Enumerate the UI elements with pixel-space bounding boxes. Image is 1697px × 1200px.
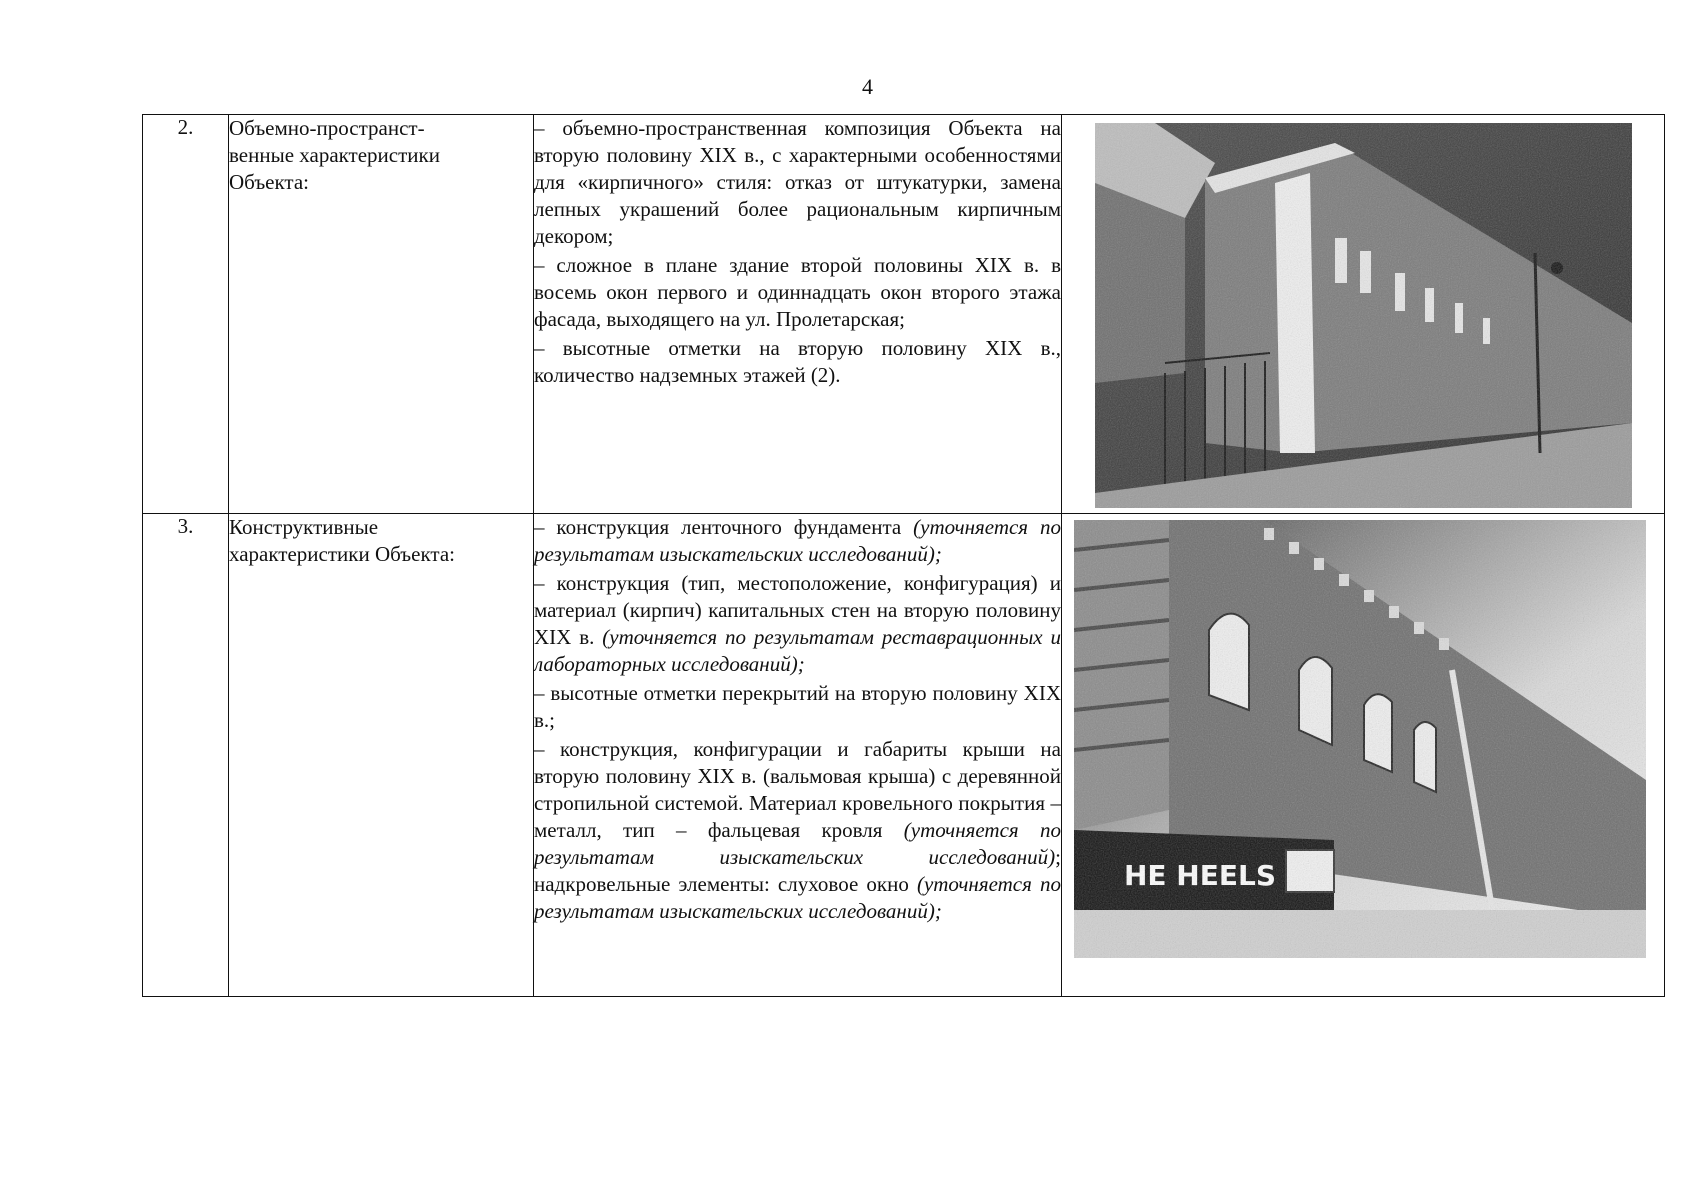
paragraph-text: – конструкция, конфигурации и габариты крыши на вторую половину XIX в. (вальмовая крыша) с деревянной стропильной системой. Материал кровельного покрытия – металл, тип – фальцевая кровля bbox=[534, 737, 1061, 842]
description-paragraph bbox=[534, 680, 1061, 734]
facade-photo bbox=[1074, 520, 1646, 958]
table-row bbox=[143, 514, 1665, 997]
row-label-line: Объекта: bbox=[229, 170, 310, 194]
page-number: 4 bbox=[862, 74, 873, 99]
row-label-line: венные характеристики bbox=[229, 143, 440, 167]
row-label-line: Конструктивные bbox=[229, 515, 379, 539]
row-description bbox=[534, 115, 1062, 514]
row-label bbox=[229, 514, 534, 997]
paragraph-text: – высотные отметки на вторую половину XIX в., количество надземных этажей (2). bbox=[534, 336, 1061, 387]
street-photo bbox=[1095, 123, 1632, 508]
description-paragraph bbox=[534, 736, 1061, 925]
paragraph-text: – высотные отметки перекрытий на вторую половину XIX в.; bbox=[534, 681, 1061, 732]
row-number: 2. bbox=[143, 115, 229, 514]
row-label-line: Объемно-пространст- bbox=[229, 116, 425, 140]
italic-note: (уточняется по результатам реставрационных и лабораторных исследований); bbox=[534, 625, 1061, 676]
description-paragraph bbox=[534, 570, 1061, 678]
row-label-line: характеристики Объекта: bbox=[229, 542, 455, 566]
paragraph-text: – сложное в плане здание второй половины XIX в. в восемь окон первого и одиннадцать окон второго этажа фасада, выходящего на ул. Пролетарская; bbox=[534, 253, 1061, 331]
description-paragraph bbox=[534, 252, 1061, 333]
characteristics-table bbox=[142, 114, 1665, 997]
paragraph-text: ; надкровельные элементы: слуховое окно bbox=[534, 845, 1061, 896]
italic-note: (уточняется по результатам изыскательских исследований); bbox=[534, 872, 1061, 923]
italic-note: (уточняется по результатам изыскательских исследований); bbox=[534, 515, 1061, 566]
description-paragraph bbox=[534, 335, 1061, 389]
description-paragraph bbox=[534, 514, 1061, 568]
row-number: 3. bbox=[143, 514, 229, 997]
paragraph-text: – объемно-пространственная композиция Объекта на вторую половину XIX в., с характерными особенностями для «кирпичного» стиля: отказ от штукатурки, замена лепных украшений более рациональным кирпичным декором; bbox=[534, 116, 1061, 248]
description-paragraph bbox=[534, 115, 1061, 250]
row-label bbox=[229, 115, 534, 514]
photo-cell bbox=[1062, 514, 1665, 997]
paragraph-text: – конструкция (тип, местоположение, конфигурация) и материал (кирпич) капитальных стен на вторую половину XIX в. bbox=[534, 571, 1061, 649]
paragraph-text: – конструкция ленточного фундамента bbox=[534, 515, 914, 539]
photo-cell bbox=[1062, 115, 1665, 514]
table-row bbox=[143, 115, 1665, 514]
italic-note: (уточняется по результатам изыскательских исследований) bbox=[534, 818, 1061, 869]
row-description bbox=[534, 514, 1062, 997]
